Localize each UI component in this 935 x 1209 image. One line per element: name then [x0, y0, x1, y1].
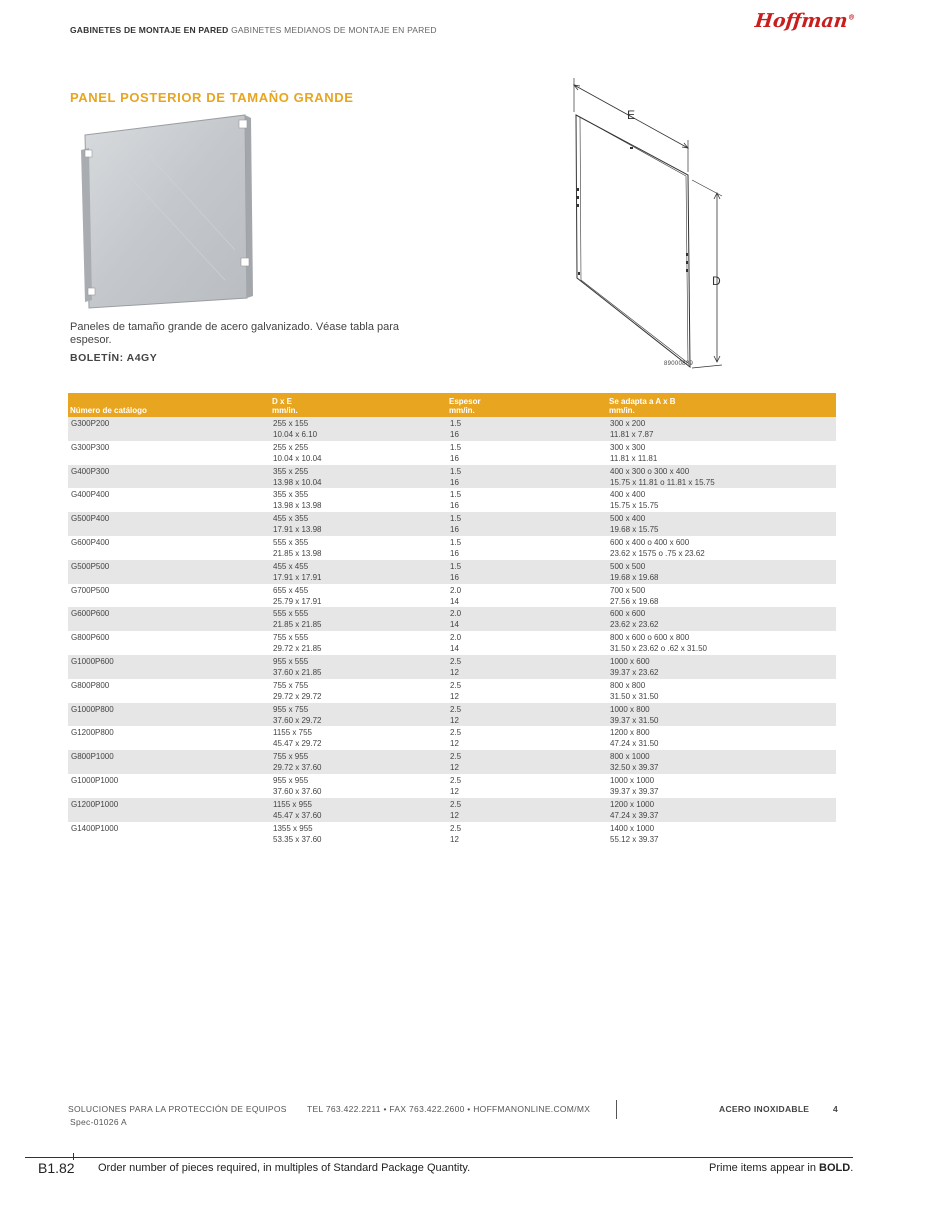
- cell-line: 2.5: [450, 799, 462, 809]
- table-header-cell: [270, 393, 447, 417]
- cell-line: 16: [450, 430, 459, 439]
- catalog-number-cell: [68, 798, 270, 822]
- dxe-cell: [270, 822, 447, 846]
- thickness-cell: [447, 441, 607, 465]
- cell-line: 1.5: [450, 537, 462, 547]
- catalog-number-cell: [68, 465, 270, 489]
- dxe-cell: [270, 774, 447, 798]
- bottom-tick: [73, 1153, 74, 1160]
- cell-line: 555 x 355: [273, 537, 309, 547]
- fits-cell: [607, 488, 836, 512]
- cell-line: 700 x 500: [610, 585, 646, 595]
- cell-line: G300P200: [71, 419, 110, 428]
- cell-line: G600P400: [71, 537, 110, 547]
- fits-cell: [607, 679, 836, 703]
- table-header-line1: Espesor: [449, 397, 481, 406]
- cell-line: 455 x 455: [273, 561, 309, 571]
- product-description: Paneles de tamaño grande de acero galvanizado. Véase tabla para espesor.: [70, 321, 400, 346]
- cell-line: G500P400: [71, 514, 110, 524]
- cell-line: 27.56 x 19.68: [610, 596, 659, 606]
- cell-line: 55.12 x 39.37: [610, 834, 659, 844]
- thickness-cell: [447, 631, 607, 655]
- cell-line: 255 x 255: [273, 442, 309, 452]
- fits-cell: [607, 417, 836, 441]
- table-row: [68, 465, 836, 489]
- cell-line: 1000 x 800: [610, 704, 650, 714]
- thickness-cell: [447, 774, 607, 798]
- cell-line: 500 x 400: [610, 514, 646, 524]
- cell-line: 12: [450, 786, 459, 796]
- cell-line: 2.5: [450, 728, 462, 738]
- cell-line: 955 x 755: [273, 704, 309, 714]
- fits-cell: [607, 726, 836, 750]
- dxe-cell: [270, 607, 447, 631]
- cell-line: 12: [450, 763, 459, 773]
- prime-note-bold: BOLD: [819, 1162, 851, 1174]
- cell-line: G1200P1000: [71, 799, 119, 809]
- prime-note-prefix: Prime items appear in: [709, 1162, 820, 1174]
- thickness-cell: [447, 655, 607, 679]
- cell-line: 355 x 255: [273, 466, 309, 476]
- dxe-cell: [270, 631, 447, 655]
- cell-line: 300 x 200: [610, 419, 646, 428]
- footer-divider: [616, 1100, 617, 1119]
- cell-line: 17.91 x 17.91: [273, 572, 322, 582]
- dxe-cell: [270, 750, 447, 774]
- cell-line: 2.5: [450, 775, 462, 785]
- product-photo: [75, 110, 260, 315]
- catalog-number-cell: [68, 488, 270, 512]
- thickness-cell: [447, 703, 607, 727]
- thickness-cell: [447, 584, 607, 608]
- table-header-cell: [447, 393, 607, 417]
- fits-cell: [607, 512, 836, 536]
- cell-line: 1400 x 1000: [610, 823, 655, 833]
- dxe-cell: [270, 584, 447, 608]
- catalog-number-cell: [68, 655, 270, 679]
- cell-line: G800P1000: [71, 752, 114, 762]
- cell-line: 25.79 x 17.91: [273, 596, 322, 606]
- table-row: [68, 441, 836, 465]
- table-row: [68, 488, 836, 512]
- table-row: [68, 536, 836, 560]
- drawing-code: 89000889: [664, 361, 694, 367]
- cell-line: G500P500: [71, 561, 110, 571]
- prime-note: [709, 1162, 853, 1174]
- cell-line: G1400P1000: [71, 823, 119, 833]
- table-header-line2: mm/in.: [609, 406, 635, 415]
- table-header-cell: [68, 393, 270, 417]
- thickness-cell: [447, 536, 607, 560]
- cell-line: 555 x 555: [273, 609, 309, 619]
- table-row: [68, 584, 836, 608]
- cell-line: 19.68 x 15.75: [610, 525, 659, 535]
- cell-line: 12: [450, 691, 459, 701]
- dxe-cell: [270, 512, 447, 536]
- table-header-line1: D x E: [272, 397, 293, 406]
- table-header-row: [68, 393, 836, 417]
- cell-line: 14: [450, 620, 459, 630]
- dimension-label-e: E: [627, 108, 636, 122]
- table-row: [68, 560, 836, 584]
- cell-line: 17.91 x 13.98: [273, 525, 322, 535]
- cell-line: 13.98 x 10.04: [273, 477, 322, 487]
- cell-line: 13.98 x 13.98: [273, 501, 322, 511]
- catalog-number-cell: [68, 822, 270, 846]
- cell-line: G700P500: [71, 585, 110, 595]
- cell-line: 955 x 955: [273, 775, 309, 785]
- catalog-number-cell: [68, 631, 270, 655]
- cell-line: 300 x 300: [610, 442, 646, 452]
- dxe-cell: [270, 465, 447, 489]
- table-row: [68, 631, 836, 655]
- thickness-cell: [447, 750, 607, 774]
- cell-line: 29.72 x 21.85: [273, 644, 322, 654]
- cell-line: 1000 x 600: [610, 656, 650, 666]
- header-category: [70, 25, 437, 35]
- cell-line: 37.60 x 21.85: [273, 667, 322, 677]
- dxe-cell: [270, 536, 447, 560]
- dxe-cell: [270, 655, 447, 679]
- cell-line: 1.5: [450, 561, 462, 571]
- header-category-sub: GABINETES MEDIANOS DE MONTAJE EN PARED: [231, 25, 437, 35]
- cell-line: 2.0: [450, 633, 462, 643]
- catalog-number-cell: [68, 726, 270, 750]
- cell-line: G800P800: [71, 680, 110, 690]
- fits-cell: [607, 631, 836, 655]
- cell-line: 500 x 500: [610, 561, 646, 571]
- table-row: [68, 512, 836, 536]
- dxe-cell: [270, 417, 447, 441]
- catalog-number-cell: [68, 584, 270, 608]
- cell-line: 16: [450, 548, 459, 558]
- cell-line: 14: [450, 596, 459, 606]
- footer-tagline: SOLUCIONES PARA LA PROTECCIÓN DE EQUIPOS: [68, 1104, 287, 1114]
- dimension-label-d: D: [712, 274, 721, 288]
- cell-line: 755 x 955: [273, 752, 309, 762]
- cell-line: 800 x 1000: [610, 752, 650, 762]
- catalog-number-cell: [68, 560, 270, 584]
- fits-cell: [607, 703, 836, 727]
- cell-line: 2.5: [450, 680, 462, 690]
- fits-cell: [607, 655, 836, 679]
- cell-line: 2.0: [450, 609, 462, 619]
- fits-cell: [607, 750, 836, 774]
- table-row: [68, 798, 836, 822]
- thickness-cell: [447, 607, 607, 631]
- cell-line: G1000P1000: [71, 775, 119, 785]
- cell-line: 45.47 x 37.60: [273, 810, 322, 820]
- cell-line: 600 x 600: [610, 609, 646, 619]
- cell-line: 600 x 400 o 400 x 600: [610, 537, 690, 547]
- cell-line: 755 x 755: [273, 680, 309, 690]
- brand-logo-text: Hoffman: [753, 10, 849, 32]
- thickness-cell: [447, 726, 607, 750]
- cell-line: 1355 x 955: [273, 823, 313, 833]
- cell-line: G600P600: [71, 609, 110, 619]
- cell-line: 16: [450, 501, 459, 511]
- cell-line: 45.47 x 29.72: [273, 739, 322, 749]
- thickness-cell: [447, 679, 607, 703]
- table-header-line2: Número de catálogo: [70, 406, 147, 415]
- cell-line: 15.75 x 15.75: [610, 501, 659, 511]
- cell-line: 2.5: [450, 823, 462, 833]
- fits-cell: [607, 584, 836, 608]
- cell-line: 16: [450, 525, 459, 535]
- cell-line: G1000P800: [71, 704, 114, 714]
- fits-cell: [607, 607, 836, 631]
- cell-line: 800 x 600 o 600 x 800: [610, 633, 690, 643]
- catalog-number-cell: [68, 441, 270, 465]
- cell-line: 11.81 x 11.81: [610, 453, 658, 463]
- spec-table: [68, 393, 836, 845]
- fits-cell: [607, 465, 836, 489]
- cell-line: 37.60 x 37.60: [273, 786, 322, 796]
- cell-line: 14: [450, 644, 459, 654]
- cell-line: 31.50 x 31.50: [610, 691, 659, 701]
- dimension-drawing: [560, 70, 730, 375]
- cell-line: 800 x 800: [610, 680, 646, 690]
- fits-cell: [607, 536, 836, 560]
- cell-line: 2.5: [450, 752, 462, 762]
- catalog-number-cell: [68, 750, 270, 774]
- page-number: B1.82: [38, 1160, 75, 1176]
- cell-line: 39.37 x 31.50: [610, 715, 659, 725]
- cell-line: 21.85 x 13.98: [273, 548, 322, 558]
- cell-line: 47.24 x 39.37: [610, 810, 659, 820]
- table-row: [68, 607, 836, 631]
- dxe-cell: [270, 488, 447, 512]
- cell-line: 12: [450, 834, 459, 844]
- dxe-cell: [270, 560, 447, 584]
- cell-line: 12: [450, 715, 459, 725]
- cell-line: 1200 x 800: [610, 728, 650, 738]
- cell-line: 12: [450, 810, 459, 820]
- cell-line: 47.24 x 31.50: [610, 739, 659, 749]
- cell-line: 37.60 x 29.72: [273, 715, 322, 725]
- thickness-cell: [447, 798, 607, 822]
- cell-line: 2.5: [450, 704, 462, 714]
- cell-line: 400 x 400: [610, 490, 646, 500]
- cell-line: 21.85 x 21.85: [273, 620, 322, 630]
- cell-line: 23.62 x 23.62: [610, 620, 659, 630]
- brand-logo: [754, 10, 856, 32]
- bulletin-label: BOLETÍN: A4GY: [70, 352, 158, 364]
- cell-line: 2.0: [450, 585, 462, 595]
- cell-line: 29.72 x 37.60: [273, 763, 322, 773]
- footer-contact: TEL 763.422.2211 • FAX 763.422.2600 • HOFFMANONLINE.COM/MX: [307, 1104, 591, 1114]
- table-row: [68, 750, 836, 774]
- section-title: PANEL POSTERIOR DE TAMAÑO GRANDE: [70, 90, 354, 105]
- cell-line: 29.72 x 29.72: [273, 691, 322, 701]
- table-row: [68, 679, 836, 703]
- table-row: [68, 774, 836, 798]
- cell-line: 1155 x 955: [273, 799, 312, 809]
- table-header-cell: [607, 393, 836, 417]
- table-row: [68, 726, 836, 750]
- thickness-cell: [447, 512, 607, 536]
- cell-line: 955 x 555: [273, 656, 309, 666]
- cell-line: G800P600: [71, 633, 110, 643]
- footer-spec: Spec-01026 A: [70, 1117, 128, 1127]
- prime-note-suffix: .: [850, 1162, 854, 1174]
- fits-cell: [607, 798, 836, 822]
- table-header-line1: Se adapta a A x B: [609, 397, 676, 406]
- cell-line: G1200P800: [71, 728, 114, 738]
- cell-line: 1.5: [450, 419, 462, 428]
- thickness-cell: [447, 822, 607, 846]
- cell-line: 16: [450, 477, 459, 487]
- footer-section-page: 4: [833, 1104, 838, 1114]
- brand-logo-mark: ®: [847, 12, 856, 22]
- cell-line: 12: [450, 739, 459, 749]
- catalog-number-cell: [68, 679, 270, 703]
- cell-line: G1000P600: [71, 656, 114, 666]
- cell-line: 39.37 x 23.62: [610, 667, 659, 677]
- bottom-rule: [25, 1157, 853, 1158]
- header-category-main: GABINETES DE MONTAJE EN PARED: [70, 25, 229, 35]
- cell-line: 400 x 300 o 300 x 400: [610, 466, 690, 476]
- cell-line: 16: [450, 572, 459, 582]
- cell-line: 10.04 x 6.10: [273, 430, 318, 439]
- dxe-cell: [270, 798, 447, 822]
- cell-line: G300P300: [71, 442, 110, 452]
- catalog-number-cell: [68, 607, 270, 631]
- cell-line: G400P400: [71, 490, 110, 500]
- table-row: [68, 417, 836, 441]
- cell-line: 10.04 x 10.04: [273, 453, 322, 463]
- cell-line: 1155 x 755: [273, 728, 312, 738]
- cell-line: 255 x 155: [273, 419, 309, 428]
- cell-line: 1.5: [450, 466, 462, 476]
- catalog-number-cell: [68, 703, 270, 727]
- cell-line: 31.50 x 23.62 o .62 x 31.50: [610, 644, 707, 654]
- table-header-line2: mm/in.: [272, 406, 298, 415]
- fits-cell: [607, 774, 836, 798]
- cell-line: G400P300: [71, 466, 110, 476]
- order-note: Order number of pieces required, in multiples of Standard Package Quantity.: [98, 1162, 471, 1174]
- dxe-cell: [270, 726, 447, 750]
- thickness-cell: [447, 465, 607, 489]
- catalog-number-cell: [68, 774, 270, 798]
- cell-line: 1200 x 1000: [610, 799, 655, 809]
- catalog-number-cell: [68, 512, 270, 536]
- thickness-cell: [447, 560, 607, 584]
- cell-line: 32.50 x 39.37: [610, 763, 659, 773]
- cell-line: 1.5: [450, 442, 462, 452]
- fits-cell: [607, 560, 836, 584]
- fits-cell: [607, 822, 836, 846]
- thickness-cell: [447, 488, 607, 512]
- table-header-line2: mm/in.: [449, 406, 475, 415]
- cell-line: 53.35 x 37.60: [273, 834, 322, 844]
- cell-line: 16: [450, 453, 459, 463]
- cell-line: 1000 x 1000: [610, 775, 655, 785]
- dxe-cell: [270, 679, 447, 703]
- cell-line: 23.62 x 1575 o .75 x 23.62: [610, 548, 705, 558]
- cell-line: 755 x 555: [273, 633, 309, 643]
- cell-line: 19.68 x 19.68: [610, 572, 659, 582]
- table-row: [68, 822, 836, 846]
- thickness-cell: [447, 417, 607, 441]
- cell-line: 2.5: [450, 656, 462, 666]
- catalog-number-cell: [68, 536, 270, 560]
- dxe-cell: [270, 703, 447, 727]
- dxe-cell: [270, 441, 447, 465]
- cell-line: 39.37 x 39.37: [610, 786, 659, 796]
- cell-line: 455 x 355: [273, 514, 309, 524]
- cell-line: 1.5: [450, 490, 462, 500]
- cell-line: 11.81 x 7.87: [610, 430, 654, 439]
- cell-line: 355 x 355: [273, 490, 309, 500]
- table-row: [68, 655, 836, 679]
- cell-line: 655 x 455: [273, 585, 309, 595]
- fits-cell: [607, 441, 836, 465]
- table-row: [68, 703, 836, 727]
- cell-line: 12: [450, 667, 459, 677]
- cell-line: 15.75 x 11.81 o 11.81 x 15.75: [610, 477, 715, 487]
- catalog-number-cell: [68, 417, 270, 441]
- cell-line: 1.5: [450, 514, 462, 524]
- footer-section-name: ACERO INOXIDABLE: [719, 1104, 810, 1114]
